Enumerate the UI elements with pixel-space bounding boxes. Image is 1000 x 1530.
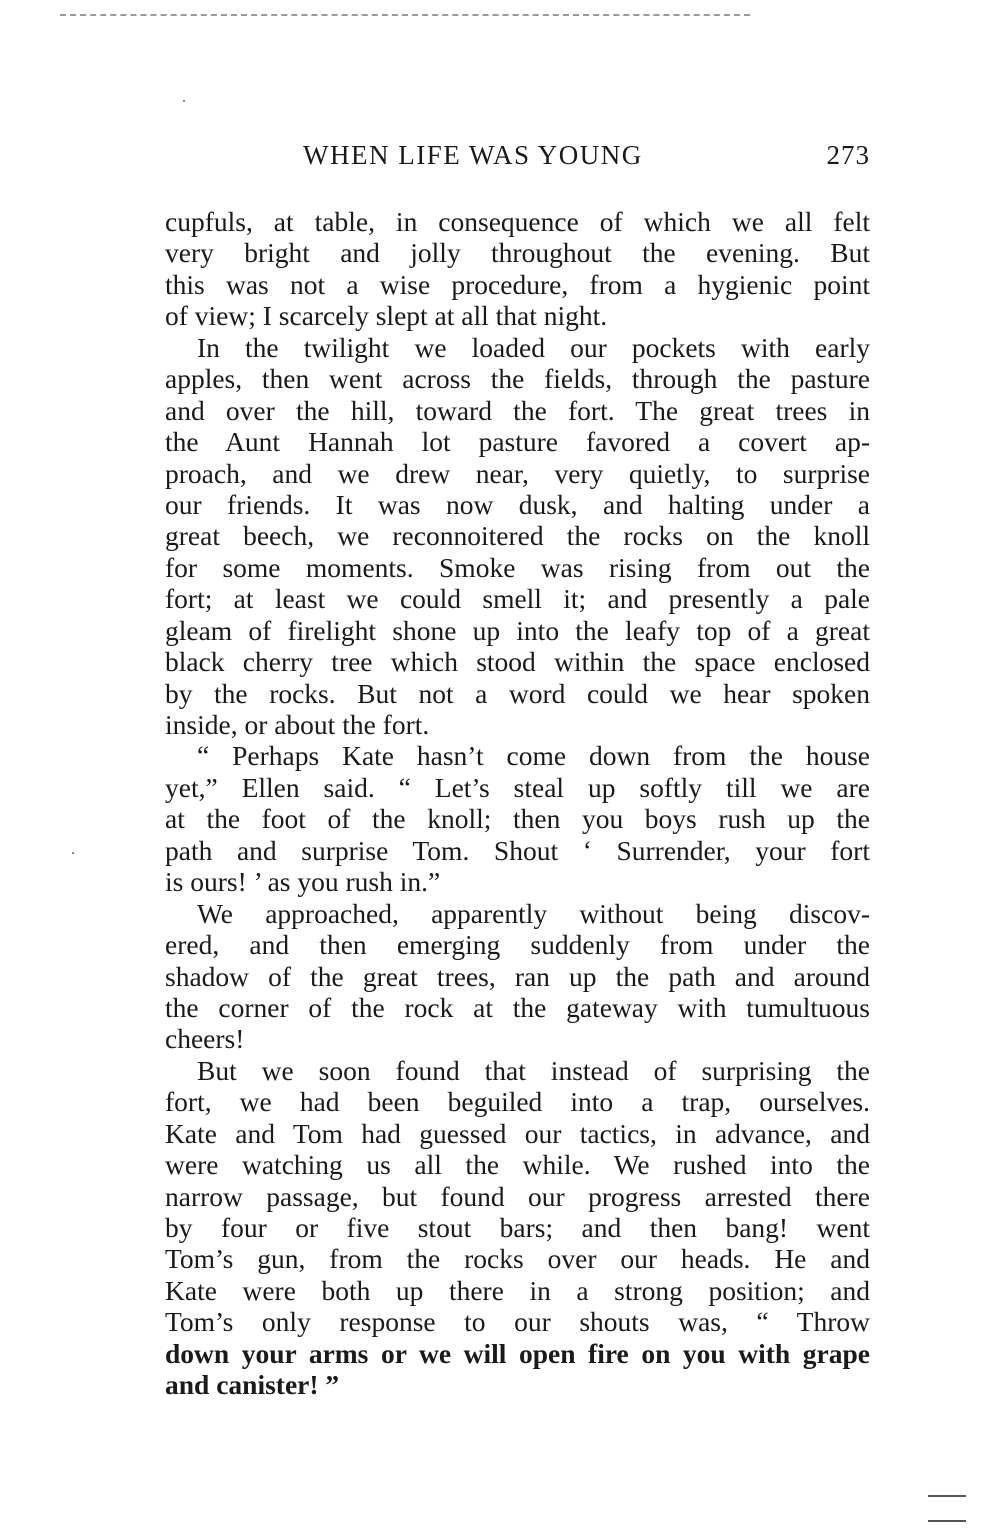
- stray-ink-mark: [183, 100, 185, 102]
- text-line: this was not a wise procedure, from a hygienic point: [165, 268, 870, 300]
- text-line: at the foot of the knoll; then you boys rush up the: [165, 803, 870, 835]
- text-line: by the rocks. But not a word could we hear spoken: [165, 677, 870, 709]
- text-line: Kate and Tom had guessed our tactics, in advance, and: [165, 1117, 870, 1149]
- text-line: cupfuls, at table, in consequence of which we all felt: [165, 206, 870, 237]
- text-line: yet,” Ellen said. “ Let’s steal up softly till we are: [165, 771, 870, 803]
- text-line: the corner of the rock at the gateway with tumultuous: [165, 991, 870, 1023]
- text-line: ered, and then emerging suddenly from under the: [165, 929, 870, 961]
- text-line: and canister! ”: [165, 1369, 340, 1401]
- text-line: gleam of firelight shone up into the leafy top of a great: [165, 614, 870, 646]
- text-line: cheers!: [165, 1023, 245, 1055]
- bottom-scan-rule: [928, 1520, 966, 1522]
- text-line: Tom’s gun, from the rocks over our heads. He and: [165, 1243, 870, 1275]
- text-line: inside, or about the fort.: [165, 709, 430, 740]
- text-line: very bright and jolly throughout the evening. But: [165, 237, 870, 269]
- page-number: 273: [826, 140, 870, 170]
- text-line: In the twilight we loaded our pockets with early: [197, 331, 870, 363]
- text-line: Kate were both up there in a strong position; and: [165, 1274, 870, 1306]
- text-line: path and surprise Tom. Shout ‘ Surrender, your fort: [165, 834, 870, 866]
- text-line: fort; at least we could smell it; and presently a pale: [165, 583, 870, 615]
- stray-ink-mark: [72, 852, 74, 854]
- bottom-scan-rule: [928, 1495, 966, 1497]
- text-line: our friends. It was now dusk, and halting under a: [165, 488, 870, 520]
- text-line: great beech, we reconnoitered the rocks on the knoll: [165, 520, 870, 552]
- text-line: proach, and we drew near, very quietly, to surprise: [165, 457, 870, 489]
- text-line: But we soon found that instead of surprising the: [197, 1054, 870, 1086]
- text-line: black cherry tree which stood within the space enclosed: [165, 646, 870, 678]
- text-line: down your arms or we will open fire on you with grape: [165, 1337, 870, 1369]
- body-text: [165, 206, 870, 1401]
- text-line: narrow passage, but found our progress arrested there: [165, 1180, 870, 1212]
- text-line: the Aunt Hannah lot pasture favored a covert ap-: [165, 426, 870, 458]
- text-line: were watching us all the while. We rushed into the: [165, 1149, 870, 1181]
- text-line: Tom’s only response to our shouts was, “ Throw: [165, 1306, 870, 1338]
- text-line: is ours! ’ as you rush in.”: [165, 866, 441, 898]
- page-header: [165, 138, 870, 172]
- text-line: shadow of the great trees, ran up the path and around: [165, 960, 870, 992]
- text-line: apples, then went across the fields, through the pasture: [165, 363, 870, 395]
- text-line: We approached, apparently without being discov-: [197, 897, 870, 929]
- text-line: for some moments. Smoke was rising from out the: [165, 551, 870, 583]
- text-line: “ Perhaps Kate hasn’t come down from the house: [197, 740, 870, 772]
- running-head: WHEN LIFE WAS YOUNG: [303, 140, 643, 170]
- text-line: by four or five stout bars; and then bang! went: [165, 1212, 870, 1243]
- text-line: and over the hill, toward the fort. The great trees in: [165, 394, 870, 426]
- text-line: fort, we had been beguiled into a trap, ourselves.: [165, 1086, 870, 1118]
- text-line: of view; I scarcely slept at all that night.: [165, 300, 608, 332]
- top-scan-rule: [60, 14, 750, 16]
